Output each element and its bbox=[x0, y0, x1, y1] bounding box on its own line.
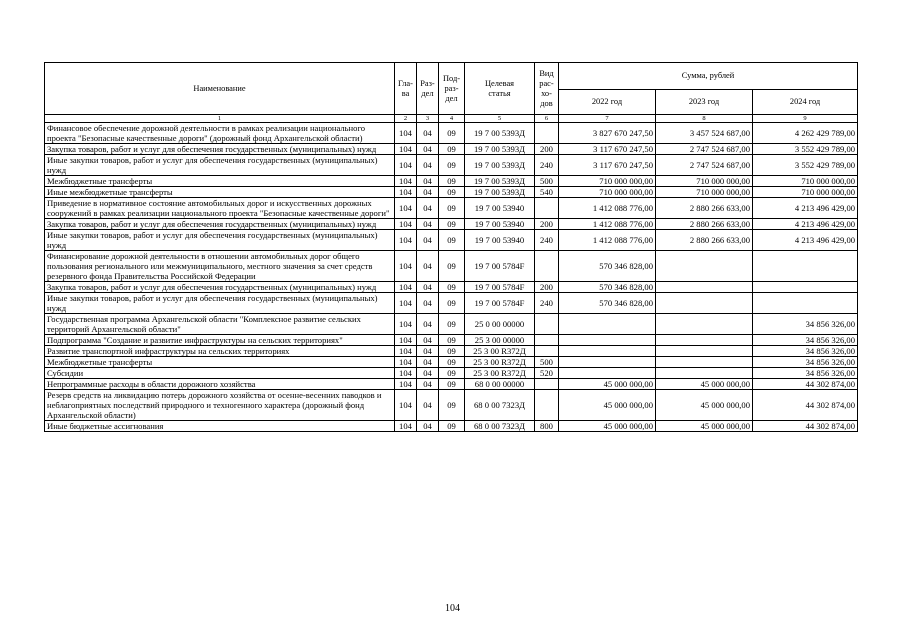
col-number: 1 bbox=[45, 115, 395, 123]
col-number: 5 bbox=[465, 115, 535, 123]
row-amount-2022: 570 346 828,00 bbox=[559, 282, 656, 293]
row-amount-2024 bbox=[753, 251, 858, 282]
row-amount-2022 bbox=[559, 335, 656, 346]
row-amount-2022: 3 117 670 247,50 bbox=[559, 155, 656, 176]
budget-table bbox=[44, 62, 858, 432]
row-expense-type bbox=[535, 390, 559, 421]
page-number: 104 bbox=[445, 603, 460, 614]
row-expense-type: 500 bbox=[535, 357, 559, 368]
row-razdel: 04 bbox=[417, 379, 439, 390]
row-podrazdel: 09 bbox=[439, 293, 465, 314]
row-podrazdel: 09 bbox=[439, 144, 465, 155]
row-glava: 104 bbox=[395, 390, 417, 421]
header-razdel: Раз- дел bbox=[417, 63, 439, 115]
row-razdel: 04 bbox=[417, 251, 439, 282]
row-podrazdel: 09 bbox=[439, 379, 465, 390]
row-razdel: 04 bbox=[417, 346, 439, 357]
row-target-article: 25 3 00 R372Д bbox=[465, 346, 535, 357]
row-podrazdel: 09 bbox=[439, 251, 465, 282]
table-row bbox=[45, 176, 858, 187]
row-razdel: 04 bbox=[417, 219, 439, 230]
row-amount-2022: 45 000 000,00 bbox=[559, 390, 656, 421]
header-year-2023: 2023 год bbox=[656, 90, 753, 115]
row-amount-2024: 44 302 874,00 bbox=[753, 421, 858, 432]
row-amount-2024: 34 856 326,00 bbox=[753, 314, 858, 335]
row-amount-2024 bbox=[753, 282, 858, 293]
row-expense-type bbox=[535, 379, 559, 390]
row-amount-2023 bbox=[656, 357, 753, 368]
row-target-article: 19 7 00 53940 bbox=[465, 219, 535, 230]
row-target-article: 68 0 00 00000 bbox=[465, 379, 535, 390]
row-glava: 104 bbox=[395, 230, 417, 251]
row-amount-2022: 1 412 088 776,00 bbox=[559, 219, 656, 230]
row-podrazdel: 09 bbox=[439, 421, 465, 432]
table-row bbox=[45, 282, 858, 293]
row-name: Межбюджетные трансферты bbox=[45, 176, 395, 187]
row-amount-2022 bbox=[559, 368, 656, 379]
col-number: 6 bbox=[535, 115, 559, 123]
header-year-2022: 2022 год bbox=[559, 90, 656, 115]
row-razdel: 04 bbox=[417, 176, 439, 187]
row-podrazdel: 09 bbox=[439, 335, 465, 346]
row-amount-2022: 45 000 000,00 bbox=[559, 421, 656, 432]
row-target-article: 25 0 00 00000 bbox=[465, 314, 535, 335]
table-row bbox=[45, 123, 858, 144]
row-name: Иные закупки товаров, работ и услуг для обеспечения государственных (муниципальных) нужд bbox=[45, 155, 395, 176]
row-amount-2024: 34 856 326,00 bbox=[753, 335, 858, 346]
row-razdel: 04 bbox=[417, 187, 439, 198]
row-glava: 104 bbox=[395, 335, 417, 346]
col-number: 3 bbox=[417, 115, 439, 123]
row-amount-2023 bbox=[656, 314, 753, 335]
row-amount-2022: 3 827 670 247,50 bbox=[559, 123, 656, 144]
row-target-article: 19 7 00 5393Д bbox=[465, 144, 535, 155]
row-amount-2023: 2 880 266 633,00 bbox=[656, 198, 753, 219]
row-glava: 104 bbox=[395, 187, 417, 198]
col-number: 4 bbox=[439, 115, 465, 123]
row-amount-2023: 3 457 524 687,00 bbox=[656, 123, 753, 144]
row-amount-2022: 570 346 828,00 bbox=[559, 251, 656, 282]
row-target-article: 25 3 00 R372Д bbox=[465, 368, 535, 379]
row-target-article: 19 7 00 53940 bbox=[465, 198, 535, 219]
row-expense-type: 200 bbox=[535, 219, 559, 230]
row-amount-2022 bbox=[559, 357, 656, 368]
table-row bbox=[45, 368, 858, 379]
row-amount-2023: 45 000 000,00 bbox=[656, 390, 753, 421]
row-glava: 104 bbox=[395, 379, 417, 390]
row-amount-2024 bbox=[753, 293, 858, 314]
row-amount-2022: 710 000 000,00 bbox=[559, 187, 656, 198]
row-name: Развитие транспортной инфраструктуры на сельских территориях bbox=[45, 346, 395, 357]
row-target-article: 19 7 00 5784F bbox=[465, 251, 535, 282]
row-podrazdel: 09 bbox=[439, 390, 465, 421]
header-year-2024: 2024 год bbox=[753, 90, 858, 115]
row-razdel: 04 bbox=[417, 230, 439, 251]
table-row bbox=[45, 335, 858, 346]
row-glava: 104 bbox=[395, 198, 417, 219]
table-row bbox=[45, 155, 858, 176]
row-name: Межбюджетные трансферты bbox=[45, 357, 395, 368]
row-razdel: 04 bbox=[417, 293, 439, 314]
row-target-article: 19 7 00 5393Д bbox=[465, 155, 535, 176]
row-glava: 104 bbox=[395, 282, 417, 293]
row-razdel: 04 bbox=[417, 368, 439, 379]
row-razdel: 04 bbox=[417, 314, 439, 335]
row-glava: 104 bbox=[395, 293, 417, 314]
row-razdel: 04 bbox=[417, 335, 439, 346]
row-razdel: 04 bbox=[417, 198, 439, 219]
row-expense-type: 540 bbox=[535, 187, 559, 198]
row-amount-2023: 710 000 000,00 bbox=[656, 176, 753, 187]
table-row bbox=[45, 390, 858, 421]
row-target-article: 19 7 00 5393Д bbox=[465, 176, 535, 187]
col-number: 7 bbox=[559, 115, 656, 123]
row-name: Иные бюджетные ассигнования bbox=[45, 421, 395, 432]
row-podrazdel: 09 bbox=[439, 314, 465, 335]
row-amount-2022: 3 117 670 247,50 bbox=[559, 144, 656, 155]
table-row bbox=[45, 314, 858, 335]
row-amount-2022: 710 000 000,00 bbox=[559, 176, 656, 187]
row-target-article: 19 7 00 53940 bbox=[465, 230, 535, 251]
row-target-article: 19 7 00 5393Д bbox=[465, 123, 535, 144]
row-name: Закупка товаров, работ и услуг для обеспечения государственных (муниципальных) нужд bbox=[45, 144, 395, 155]
table-row bbox=[45, 293, 858, 314]
table-row bbox=[45, 357, 858, 368]
row-amount-2023 bbox=[656, 368, 753, 379]
row-podrazdel: 09 bbox=[439, 176, 465, 187]
col-number: 2 bbox=[395, 115, 417, 123]
row-amount-2022 bbox=[559, 314, 656, 335]
row-expense-type: 200 bbox=[535, 144, 559, 155]
row-name: Приведение в нормативное состояние автомобильных дорог и искусственных дорожных сооружений в рамках реализации национального проекта "Безопасные качественные дороги" bbox=[45, 198, 395, 219]
table-row bbox=[45, 219, 858, 230]
row-target-article: 25 3 00 00000 bbox=[465, 335, 535, 346]
row-glava: 104 bbox=[395, 176, 417, 187]
row-target-article: 19 7 00 5784F bbox=[465, 293, 535, 314]
row-expense-type bbox=[535, 123, 559, 144]
row-glava: 104 bbox=[395, 155, 417, 176]
row-amount-2023: 2 880 266 633,00 bbox=[656, 219, 753, 230]
row-razdel: 04 bbox=[417, 123, 439, 144]
row-expense-type: 200 bbox=[535, 282, 559, 293]
row-expense-type: 240 bbox=[535, 155, 559, 176]
row-amount-2023: 710 000 000,00 bbox=[656, 187, 753, 198]
row-expense-type: 240 bbox=[535, 230, 559, 251]
row-expense-type: 800 bbox=[535, 421, 559, 432]
header-vid: Вид рас- хо- дов bbox=[535, 63, 559, 115]
row-name: Подпрограмма "Создание и развитие инфраструктуры на сельских территориях" bbox=[45, 335, 395, 346]
row-podrazdel: 09 bbox=[439, 282, 465, 293]
table-row bbox=[45, 421, 858, 432]
row-target-article: 19 7 00 5393Д bbox=[465, 187, 535, 198]
row-amount-2023: 2 880 266 633,00 bbox=[656, 230, 753, 251]
row-amount-2023 bbox=[656, 335, 753, 346]
row-glava: 104 bbox=[395, 144, 417, 155]
row-podrazdel: 09 bbox=[439, 123, 465, 144]
table-row bbox=[45, 251, 858, 282]
row-amount-2023: 2 747 524 687,00 bbox=[656, 155, 753, 176]
row-amount-2022 bbox=[559, 346, 656, 357]
header-celevaya: Целевая статья bbox=[465, 63, 535, 115]
table-row bbox=[45, 187, 858, 198]
row-glava: 104 bbox=[395, 314, 417, 335]
row-name: Иные закупки товаров, работ и услуг для обеспечения государственных (муниципальных) нужд bbox=[45, 293, 395, 314]
row-amount-2024: 4 262 429 789,00 bbox=[753, 123, 858, 144]
row-podrazdel: 09 bbox=[439, 357, 465, 368]
header-summa: Сумма, рублей bbox=[559, 63, 858, 90]
row-glava: 104 bbox=[395, 123, 417, 144]
row-expense-type: 240 bbox=[535, 293, 559, 314]
row-podrazdel: 09 bbox=[439, 155, 465, 176]
row-amount-2023 bbox=[656, 293, 753, 314]
row-amount-2024: 3 552 429 789,00 bbox=[753, 144, 858, 155]
row-name: Финансирование дорожной деятельности в отношении автомобильных дорог общего пользования регионального или межмуниципального, местного значения за счет средств резервного фонда Правительства Российской Федерации bbox=[45, 251, 395, 282]
row-name: Иные закупки товаров, работ и услуг для обеспечения государственных (муниципальных) нужд bbox=[45, 230, 395, 251]
row-amount-2024: 4 213 496 429,00 bbox=[753, 219, 858, 230]
row-target-article: 19 7 00 5784F bbox=[465, 282, 535, 293]
row-razdel: 04 bbox=[417, 155, 439, 176]
row-expense-type bbox=[535, 335, 559, 346]
row-amount-2023 bbox=[656, 251, 753, 282]
row-razdel: 04 bbox=[417, 144, 439, 155]
row-podrazdel: 09 bbox=[439, 346, 465, 357]
row-name: Финансовое обеспечение дорожной деятельности в рамках реализации национального проекта "Безопасные качественные дороги" (дорожный фонд Архангельской области) bbox=[45, 123, 395, 144]
row-amount-2024: 34 856 326,00 bbox=[753, 368, 858, 379]
row-name: Закупка товаров, работ и услуг для обеспечения государственных (муниципальных) нужд bbox=[45, 219, 395, 230]
row-expense-type bbox=[535, 314, 559, 335]
row-amount-2023: 45 000 000,00 bbox=[656, 379, 753, 390]
row-target-article: 25 3 00 R372Д bbox=[465, 357, 535, 368]
row-podrazdel: 09 bbox=[439, 219, 465, 230]
row-amount-2024: 44 302 874,00 bbox=[753, 390, 858, 421]
row-amount-2023: 2 747 524 687,00 bbox=[656, 144, 753, 155]
table-body bbox=[45, 123, 858, 432]
table-row bbox=[45, 346, 858, 357]
row-amount-2024: 710 000 000,00 bbox=[753, 176, 858, 187]
row-podrazdel: 09 bbox=[439, 198, 465, 219]
row-name: Непрограммные расходы в области дорожного хозяйства bbox=[45, 379, 395, 390]
row-razdel: 04 bbox=[417, 390, 439, 421]
row-amount-2024: 34 856 326,00 bbox=[753, 357, 858, 368]
table-row bbox=[45, 379, 858, 390]
row-glava: 104 bbox=[395, 346, 417, 357]
row-amount-2024: 710 000 000,00 bbox=[753, 187, 858, 198]
col-number: 8 bbox=[656, 115, 753, 123]
row-glava: 104 bbox=[395, 421, 417, 432]
table-row bbox=[45, 198, 858, 219]
row-razdel: 04 bbox=[417, 282, 439, 293]
row-amount-2022: 45 000 000,00 bbox=[559, 379, 656, 390]
row-amount-2024: 34 856 326,00 bbox=[753, 346, 858, 357]
row-amount-2022: 1 412 088 776,00 bbox=[559, 198, 656, 219]
row-target-article: 68 0 00 7323Д bbox=[465, 421, 535, 432]
header-podrazdel: Под- раз- дел bbox=[439, 63, 465, 115]
row-name: Иные межбюджетные трансферты bbox=[45, 187, 395, 198]
header-name: Наименование bbox=[45, 63, 395, 115]
col-number: 9 bbox=[753, 115, 858, 123]
row-target-article: 68 0 00 7323Д bbox=[465, 390, 535, 421]
row-amount-2024: 4 213 496 429,00 bbox=[753, 198, 858, 219]
header-glava: Гла- ва bbox=[395, 63, 417, 115]
row-glava: 104 bbox=[395, 368, 417, 379]
row-amount-2022: 570 346 828,00 bbox=[559, 293, 656, 314]
row-expense-type: 500 bbox=[535, 176, 559, 187]
row-amount-2023 bbox=[656, 282, 753, 293]
row-amount-2024: 3 552 429 789,00 bbox=[753, 155, 858, 176]
row-expense-type bbox=[535, 251, 559, 282]
row-podrazdel: 09 bbox=[439, 368, 465, 379]
row-amount-2024: 4 213 496 429,00 bbox=[753, 230, 858, 251]
table-row bbox=[45, 230, 858, 251]
row-glava: 104 bbox=[395, 357, 417, 368]
row-name: Резерв средств на ликвидацию потерь дорожного хозяйства от осенне-весенних паводков и неблагоприятных последствий природного и техногенного характера (дорожный фонд Архангельской области) bbox=[45, 390, 395, 421]
row-name: Государственная программа Архангельской области "Комплексное развитие сельских территорий Архангельской области" bbox=[45, 314, 395, 335]
row-name: Субсидии bbox=[45, 368, 395, 379]
row-amount-2022: 1 412 088 776,00 bbox=[559, 230, 656, 251]
row-glava: 104 bbox=[395, 251, 417, 282]
row-name: Закупка товаров, работ и услуг для обеспечения государственных (муниципальных) нужд bbox=[45, 282, 395, 293]
row-amount-2023: 45 000 000,00 bbox=[656, 421, 753, 432]
row-razdel: 04 bbox=[417, 357, 439, 368]
row-expense-type bbox=[535, 198, 559, 219]
row-razdel: 04 bbox=[417, 421, 439, 432]
row-glava: 104 bbox=[395, 219, 417, 230]
row-podrazdel: 09 bbox=[439, 230, 465, 251]
row-amount-2024: 44 302 874,00 bbox=[753, 379, 858, 390]
row-expense-type: 520 bbox=[535, 368, 559, 379]
column-number-row bbox=[45, 115, 858, 123]
row-expense-type bbox=[535, 346, 559, 357]
table-row bbox=[45, 144, 858, 155]
row-amount-2023 bbox=[656, 346, 753, 357]
row-podrazdel: 09 bbox=[439, 187, 465, 198]
